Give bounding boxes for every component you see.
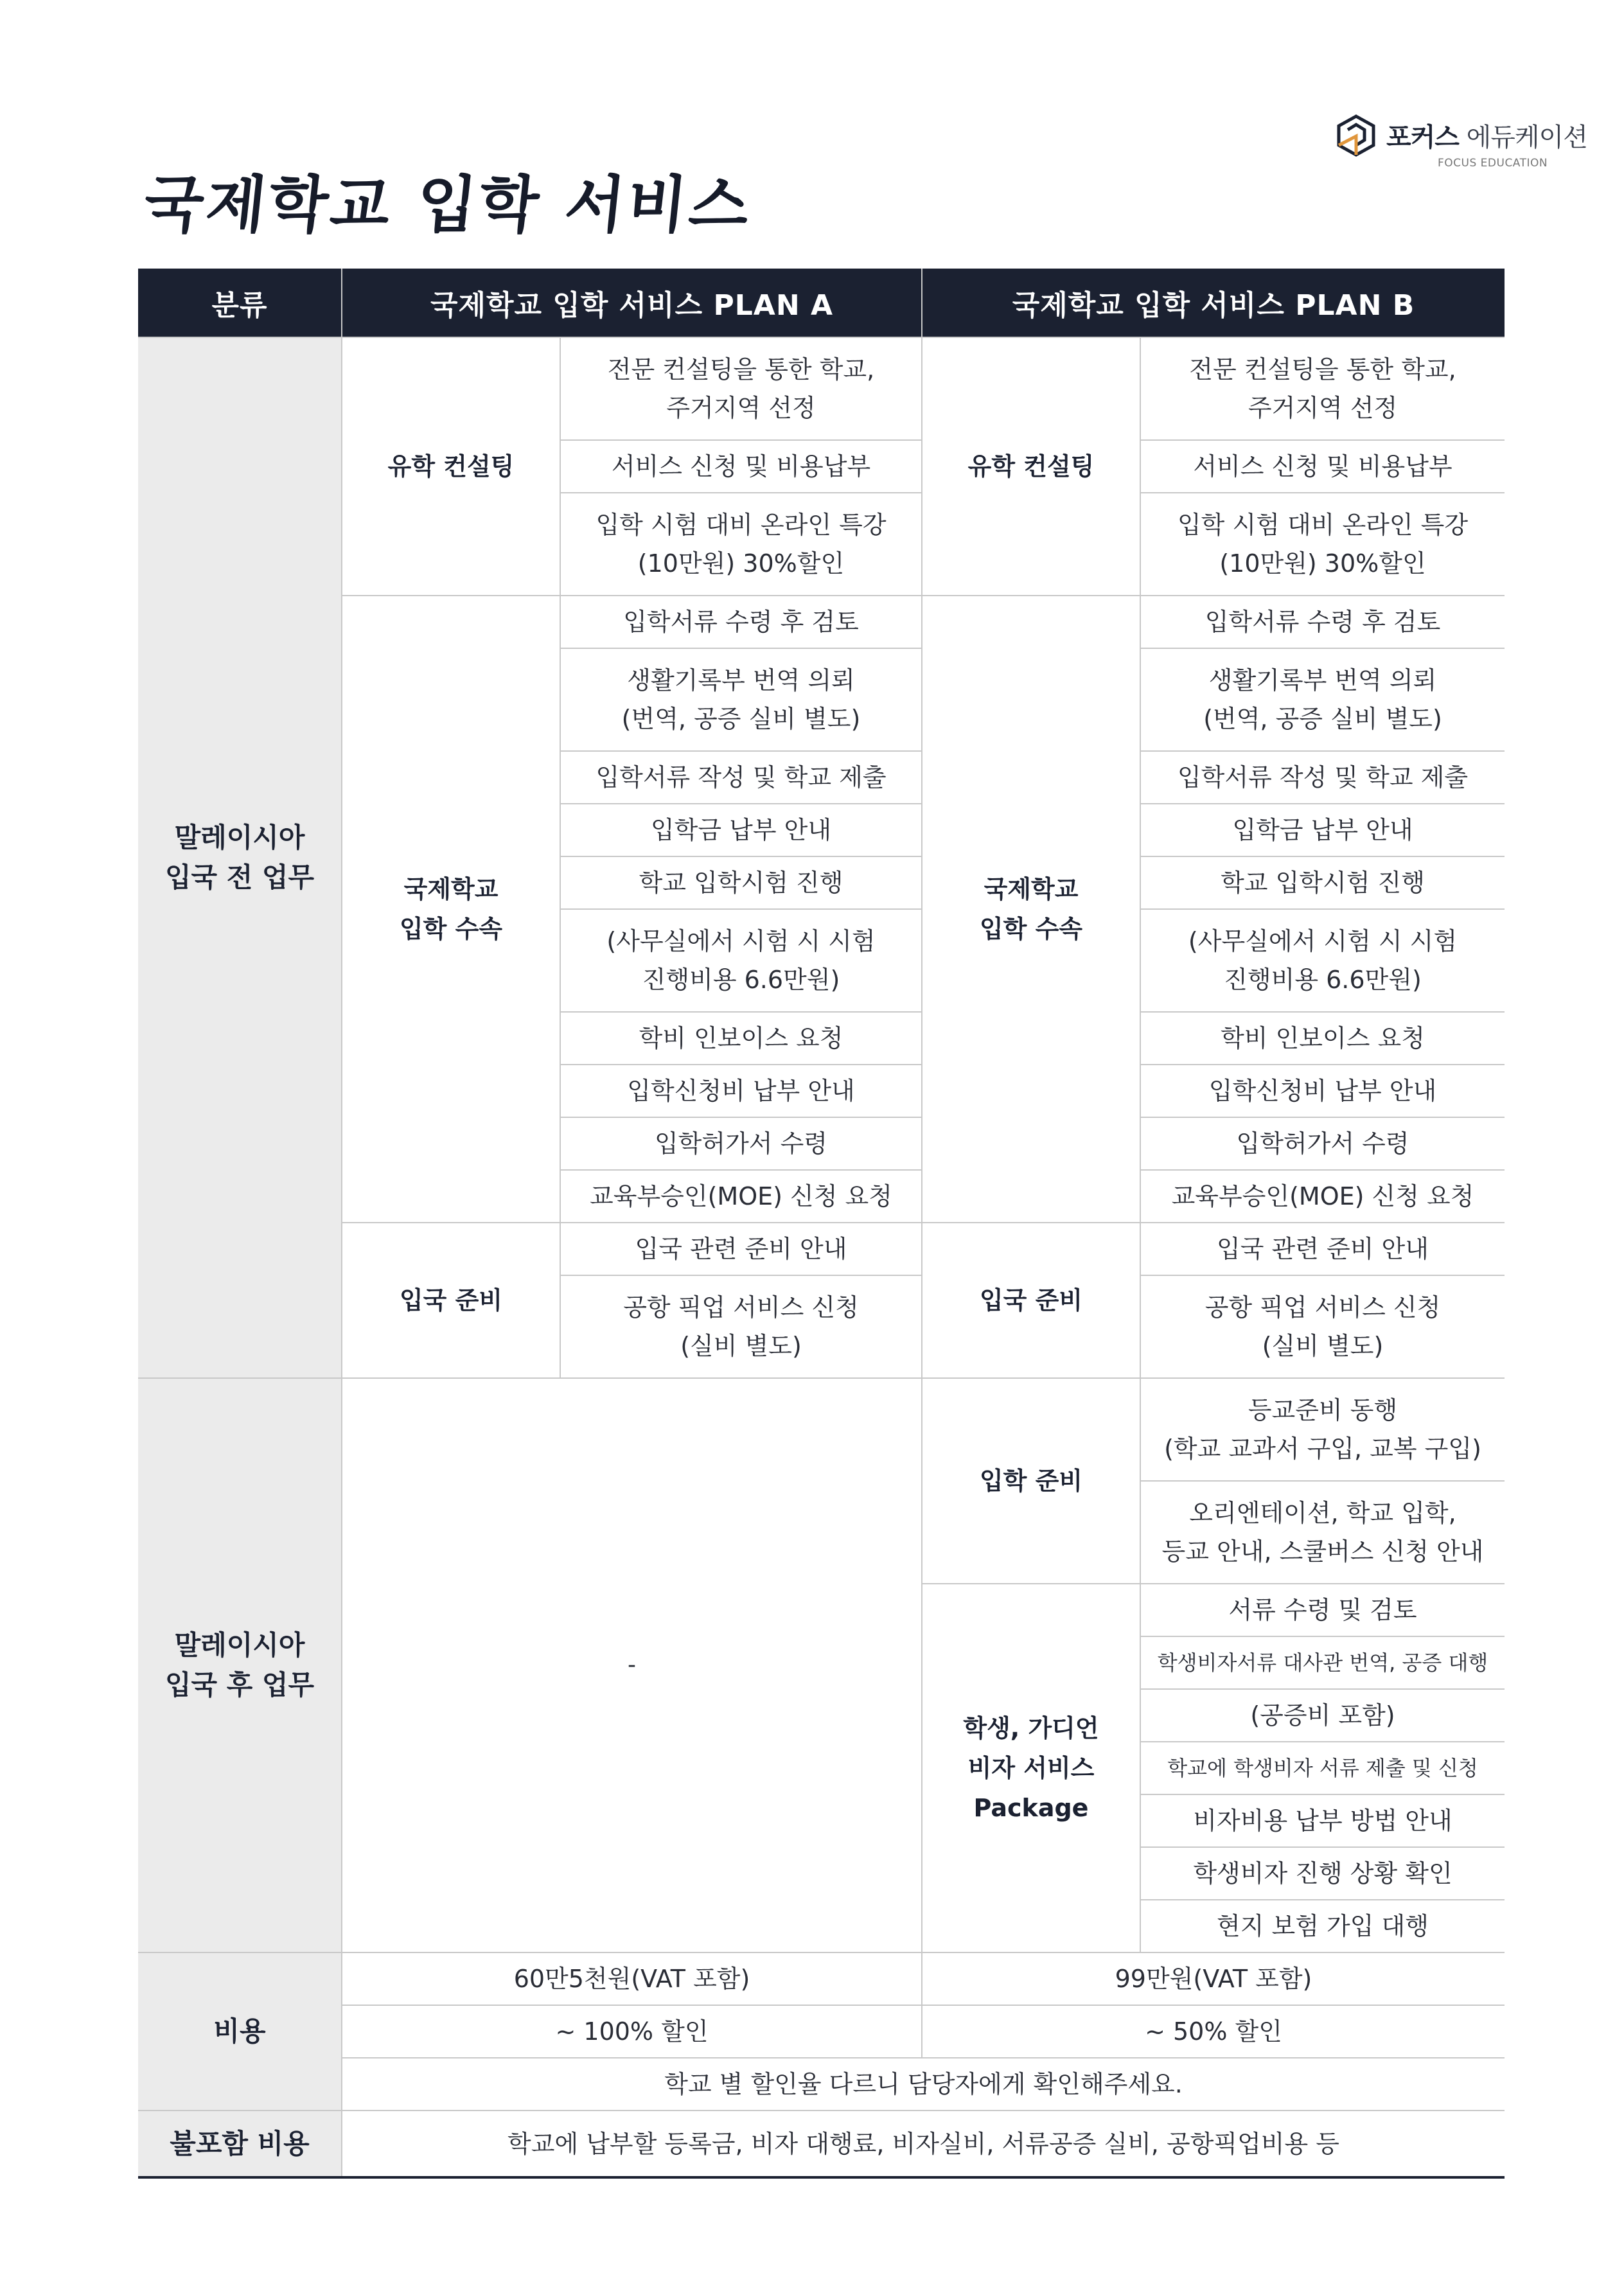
item-cell: 입학서류 수령 후 검토 xyxy=(1140,596,1505,648)
item-cell: 오리엔테이션, 학교 입학, 등교 안내, 스쿨버스 신청 안내 xyxy=(1140,1481,1505,1584)
excluded-costs: 학교에 납부할 등록금, 비자 대행료, 비자실비, 서류공증 실비, 공항픽업비용 등 xyxy=(342,2111,1505,2177)
subcategory-entry-a: 입국 준비 xyxy=(342,1223,560,1378)
item-cell: 공항 픽업 서비스 신청 (실비 별도) xyxy=(1140,1275,1505,1378)
table-row xyxy=(138,2005,1505,2058)
item-cell: 학교 입학시험 진행 xyxy=(1140,856,1505,909)
plan-a-discount: ~ 100% 할인 xyxy=(342,2005,922,2058)
plan-a-price: 60만5천원(VAT 포함) xyxy=(342,1952,922,2005)
table-row xyxy=(138,1952,1505,2005)
table-row xyxy=(138,1223,1505,1275)
brand-logo xyxy=(1335,114,1587,172)
table-row xyxy=(138,1378,1505,1481)
subcategory-visa-b: 학생, 가디언 비자 서비스 Package xyxy=(922,1584,1140,1952)
item-cell: 서류 수령 및 검토 xyxy=(1140,1584,1505,1636)
subcategory-entry-b: 입국 준비 xyxy=(922,1223,1140,1378)
item-cell: 공항 픽업 서비스 신청 (실비 별도) xyxy=(560,1275,922,1378)
item-cell: 생활기록부 번역 의뢰 (번역, 공증 실비 별도) xyxy=(560,648,922,751)
category-pre-arrival: 말레이시아 입국 전 업무 xyxy=(138,337,342,1378)
discount-note: 학교 별 할인율 다르니 담당자에게 확인해주세요. xyxy=(342,2058,1505,2111)
item-cell: 입학신청비 납부 안내 xyxy=(1140,1065,1505,1117)
item-cell: 등교준비 동행 (학교 교과서 구입, 교복 구입) xyxy=(1140,1378,1505,1481)
item-cell: 입학서류 작성 및 학교 제출 xyxy=(560,751,922,804)
category-post-arrival: 말레이시아 입국 후 업무 xyxy=(138,1378,342,1952)
table-header-row xyxy=(138,269,1505,337)
subcategory-enroll-b: 입학 준비 xyxy=(922,1378,1140,1584)
item-cell: 입학허가서 수령 xyxy=(1140,1117,1505,1170)
item-cell: 입학신청비 납부 안내 xyxy=(560,1065,922,1117)
item-cell: (공증비 포함) xyxy=(1140,1689,1505,1742)
page-title: 국제학교 입학 서비스 xyxy=(140,169,755,241)
item-cell: 전문 컨설팅을 통한 학교, 주거지역 선정 xyxy=(560,337,922,440)
subcategory-consult-b: 유학 컨설팅 xyxy=(922,337,1140,596)
item-cell: 현지 보험 가입 대행 xyxy=(1140,1900,1505,1952)
item-cell: 입학금 납부 안내 xyxy=(1140,804,1505,856)
category-cost: 비용 xyxy=(138,1952,342,2111)
item-cell: 비자비용 납부 방법 안내 xyxy=(1140,1794,1505,1847)
focus-cube-icon xyxy=(1335,114,1377,157)
item-cell: 서비스 신청 및 비용납부 xyxy=(1140,440,1505,493)
header-plan-b: 국제학교 입학 서비스 PLAN B xyxy=(922,269,1505,337)
item-cell: 서비스 신청 및 비용납부 xyxy=(560,440,922,493)
item-cell: 입학허가서 수령 xyxy=(560,1117,922,1170)
item-cell: 교육부승인(MOE) 신청 요청 xyxy=(560,1170,922,1223)
item-cell: 학교에 학생비자 서류 제출 및 신청 xyxy=(1140,1742,1505,1794)
subcategory-admission-a: 국제학교 입학 수속 xyxy=(342,596,560,1223)
brand-name-en: FOCUS EDUCATION xyxy=(1438,157,1548,170)
brand-name xyxy=(1386,117,1587,154)
item-cell: 학생비자 진행 상황 확인 xyxy=(1140,1847,1505,1900)
plan-a-post-empty: - xyxy=(342,1378,922,1952)
table-row xyxy=(138,596,1505,648)
item-cell: 입학 시험 대비 온라인 특강 (10만원) 30%할인 xyxy=(1140,493,1505,596)
table-row xyxy=(138,2058,1505,2111)
item-cell: 생활기록부 번역 의뢰 (번역, 공증 실비 별도) xyxy=(1140,648,1505,751)
item-cell: 입학서류 작성 및 학교 제출 xyxy=(1140,751,1505,804)
item-cell: 학비 인보이스 요청 xyxy=(560,1012,922,1065)
service-table xyxy=(138,269,1505,2179)
table-row xyxy=(138,337,1505,440)
category-excluded: 불포함 비용 xyxy=(138,2111,342,2177)
subcategory-admission-b: 국제학교 입학 수속 xyxy=(922,596,1140,1223)
item-cell: 교육부승인(MOE) 신청 요청 xyxy=(1140,1170,1505,1223)
item-cell: 학비 인보이스 요청 xyxy=(1140,1012,1505,1065)
header-category: 분류 xyxy=(138,269,342,337)
item-cell: 입국 관련 준비 안내 xyxy=(560,1223,922,1275)
plan-b-discount: ~ 50% 할인 xyxy=(922,2005,1505,2058)
brand-name-bold: 포커스 xyxy=(1386,123,1459,152)
plan-b-price: 99만원(VAT 포함) xyxy=(922,1952,1505,2005)
table-row xyxy=(138,2111,1505,2177)
item-cell: 학생비자서류 대사관 번역, 공증 대행 xyxy=(1140,1636,1505,1689)
brand-name-light: 에듀케이션 xyxy=(1466,123,1587,152)
item-cell: 입학금 납부 안내 xyxy=(560,804,922,856)
item-cell: (사무실에서 시험 시 시험 진행비용 6.6만원) xyxy=(560,909,922,1012)
header-plan-a: 국제학교 입학 서비스 PLAN A xyxy=(342,269,922,337)
item-cell: 전문 컨설팅을 통한 학교, 주거지역 선정 xyxy=(1140,337,1505,440)
item-cell: 학교 입학시험 진행 xyxy=(560,856,922,909)
item-cell: (사무실에서 시험 시 시험 진행비용 6.6만원) xyxy=(1140,909,1505,1012)
item-cell: 입국 관련 준비 안내 xyxy=(1140,1223,1505,1275)
item-cell: 입학 시험 대비 온라인 특강 (10만원) 30%할인 xyxy=(560,493,922,596)
item-cell: 입학서류 수령 후 검토 xyxy=(560,596,922,648)
subcategory-consult-a: 유학 컨설팅 xyxy=(342,337,560,596)
